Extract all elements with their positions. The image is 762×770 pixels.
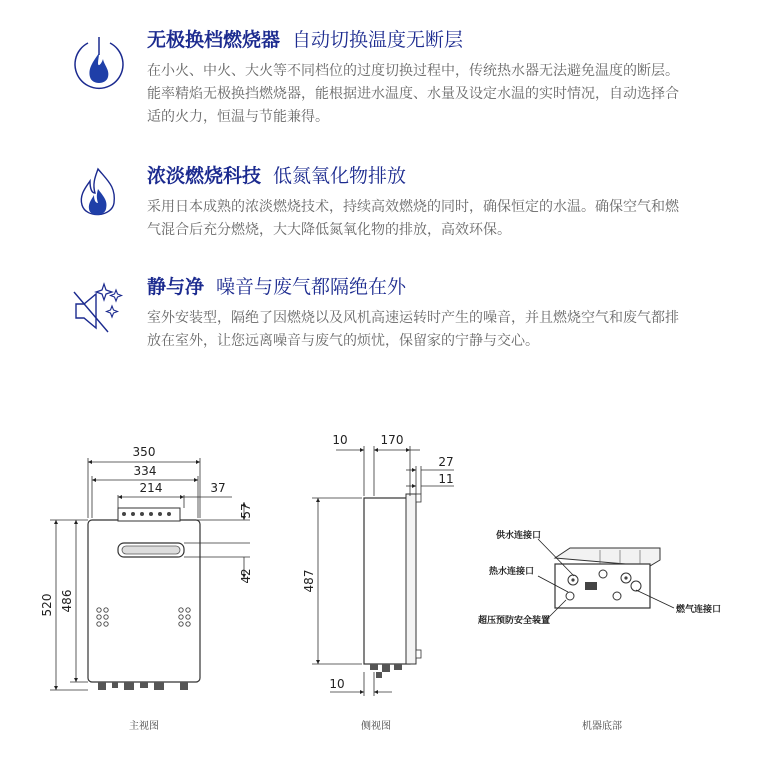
dim-42: 42 bbox=[239, 568, 253, 584]
feature-subtitle: 自动切换温度无断层 bbox=[292, 29, 464, 51]
label-water-supply: 供水连接口 bbox=[496, 531, 542, 541]
feature-heading bbox=[147, 274, 406, 300]
dim-27: 27 bbox=[438, 455, 454, 469]
feature-title: 浓淡燃烧科技 bbox=[147, 165, 262, 187]
feature-description: 在小火、中火、大火等不同档位的过度切换过程中，传统热水器无法避免温度的断层。能率精焰无极换挡燃烧器，能根据进水温度、水量及设定水温的实时情况，自动选择合适的火力，恒温与节能兼得。 bbox=[147, 63, 679, 125]
feature-heading bbox=[147, 27, 463, 53]
feature-title: 无极换档燃烧器 bbox=[147, 29, 281, 51]
dim-37: 37 bbox=[210, 481, 226, 495]
feature-description: 采用日本成熟的浓淡燃烧技术，持续高效燃烧的同时，确保恒定的水温。确保空气和燃气混合后充分燃烧，大大降低氮氧化物的排放，高效环保。 bbox=[147, 199, 679, 238]
side-view-caption: 侧视图 bbox=[361, 721, 391, 732]
front-view bbox=[40, 445, 253, 732]
label-gas: 燃气连接口 bbox=[676, 605, 722, 615]
dim-11: 11 bbox=[438, 472, 454, 486]
mute-speaker-icon bbox=[68, 278, 130, 340]
drawings-svg bbox=[0, 420, 762, 750]
feature-heading bbox=[147, 163, 406, 189]
feature-subtitle: 噪音与废气都隔绝在外 bbox=[216, 276, 407, 298]
side-view bbox=[302, 433, 454, 732]
bottom-view-caption: 机器底部 bbox=[582, 721, 622, 732]
feature-subtitle: 低氮氧化物排放 bbox=[273, 165, 407, 187]
bottom-view bbox=[478, 529, 721, 732]
dim-350: 350 bbox=[132, 445, 156, 459]
dim-486: 486 bbox=[60, 589, 74, 613]
label-hot-water: 热水连接口 bbox=[489, 567, 535, 577]
dim-170: 170 bbox=[380, 433, 404, 447]
front-view-caption: 主视图 bbox=[129, 721, 159, 732]
dim-487: 487 bbox=[302, 569, 316, 593]
label-overpressure: 超压预防安全装置 bbox=[478, 616, 551, 626]
dim-334: 334 bbox=[133, 464, 157, 478]
feature-title: 静与净 bbox=[147, 276, 205, 298]
dim-10-bottom: 10 bbox=[329, 677, 345, 691]
feature-description: 室外安装型，隔绝了因燃烧以及风机高速运转时产生的噪音，并且燃烧空气和废气都排放在室外，让您远离噪音与废气的烦忧，保留家的宁静与交心。 bbox=[147, 310, 679, 349]
dim-214: 214 bbox=[139, 481, 163, 495]
dim-520: 520 bbox=[40, 593, 54, 617]
technical-drawings bbox=[0, 420, 762, 750]
dim-10-top: 10 bbox=[332, 433, 348, 447]
dim-57: 57 bbox=[239, 503, 253, 519]
power-flame-icon bbox=[68, 33, 130, 95]
double-flame-icon bbox=[68, 165, 130, 227]
